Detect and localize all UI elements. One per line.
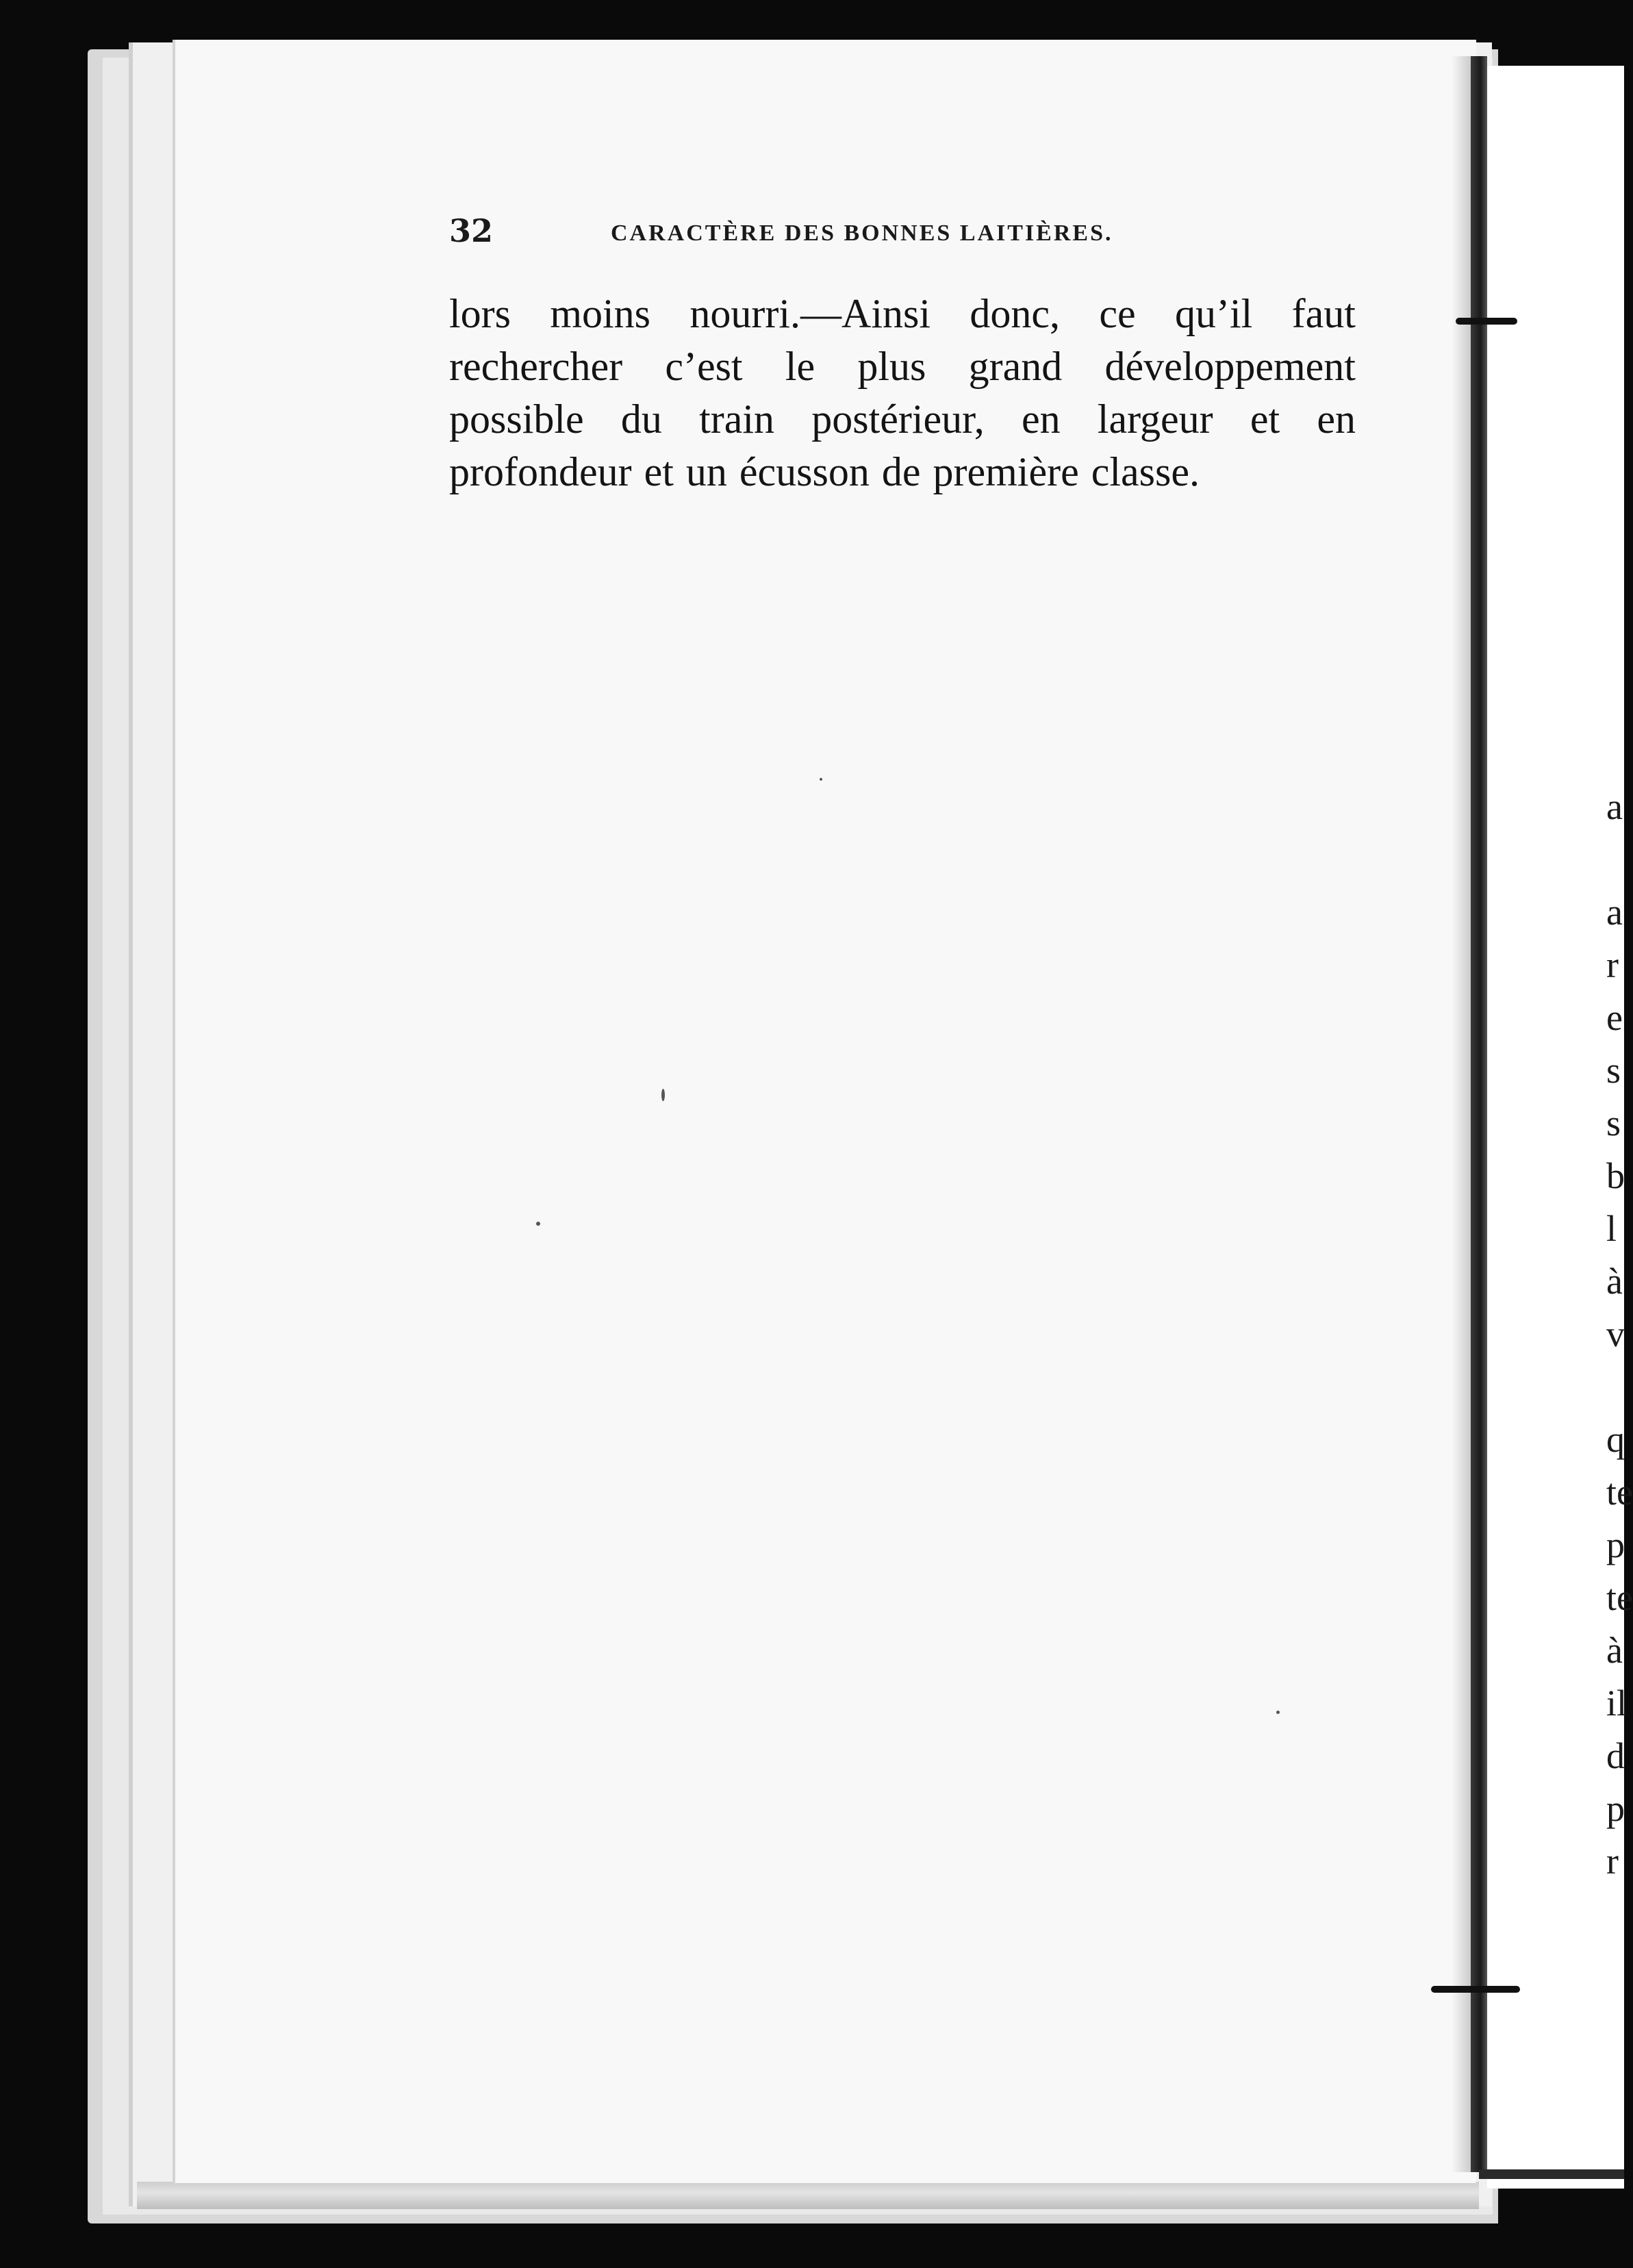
- word: et: [1250, 396, 1280, 442]
- word: écusson: [739, 449, 870, 494]
- facing-page-fragment: te: [1606, 1472, 1633, 1513]
- word: ce: [1099, 291, 1136, 336]
- word: possible: [449, 396, 584, 442]
- word: postérieur,: [811, 396, 985, 442]
- word: moins: [550, 291, 651, 336]
- page-bottom-edge: [137, 2182, 1479, 2209]
- binding-thread-top: [1456, 318, 1517, 325]
- facing-page-text-fragments: [1606, 781, 1633, 1888]
- word: faut: [1291, 291, 1356, 336]
- text-line: [449, 340, 1356, 393]
- word: lors: [449, 291, 511, 336]
- facing-page-fragment: [1606, 833, 1624, 886]
- word: donc,: [970, 291, 1061, 336]
- facing-page-fragment: il: [1606, 1683, 1628, 1724]
- facing-page-fragment: b: [1606, 1155, 1625, 1196]
- facing-page-fragment: d: [1606, 1735, 1625, 1776]
- word: et: [644, 449, 674, 494]
- facing-page-fragment: te: [1606, 1577, 1633, 1618]
- text-line: [449, 288, 1356, 340]
- facing-page-fragment: r: [1606, 944, 1619, 985]
- word: grand: [968, 344, 1063, 389]
- facing-page-fragment: e: [1606, 997, 1623, 1038]
- facing-page-fragment: v: [1606, 1313, 1625, 1354]
- word: en: [1021, 396, 1061, 442]
- word: c’est: [665, 344, 743, 389]
- facing-page-fragment: r: [1606, 1841, 1619, 1882]
- word: classe.: [1091, 449, 1200, 494]
- word: plus: [857, 344, 926, 389]
- word: qu’il: [1174, 291, 1253, 336]
- facing-page-fragment: à: [1606, 1261, 1623, 1302]
- word: nourri.—Ainsi: [689, 291, 931, 336]
- gutter-shadow: [1452, 56, 1471, 2172]
- facing-page-fragment: s: [1606, 1050, 1621, 1091]
- word: de: [881, 449, 921, 494]
- word: du: [620, 396, 662, 442]
- facing-page-fragment: [1606, 1361, 1624, 1413]
- word: un: [685, 449, 727, 494]
- binding-thread-bottom: [1431, 1986, 1520, 1993]
- word: profondeur: [449, 449, 632, 494]
- facing-page-fragment: p: [1606, 1788, 1625, 1829]
- word: développement: [1104, 344, 1356, 389]
- facing-page-fragment: l: [1606, 1208, 1617, 1249]
- facing-page-fragment: à: [1606, 1630, 1623, 1671]
- word: train: [699, 396, 775, 442]
- paper-speck: [661, 1089, 665, 1101]
- paper-speck: [536, 1222, 540, 1226]
- paper-speck: [1276, 1711, 1280, 1714]
- facing-page-fragment: s: [1606, 1102, 1621, 1144]
- word: largeur: [1097, 396, 1213, 442]
- facing-page-fragment: q: [1606, 1419, 1625, 1460]
- body-paragraph: [449, 288, 1356, 499]
- word: première: [933, 449, 1079, 494]
- word: en: [1317, 396, 1356, 442]
- page-number: 32: [449, 212, 494, 249]
- right-page-bottom-edge: [1479, 2169, 1624, 2179]
- book-spine: [1471, 56, 1487, 2172]
- facing-page-fragment: p: [1606, 1524, 1625, 1565]
- facing-page-fragment: a: [1606, 892, 1623, 933]
- word: rechercher: [449, 344, 623, 389]
- text-line: [449, 393, 1356, 446]
- text-line: [449, 446, 1356, 499]
- word: le: [785, 344, 815, 389]
- right-facing-page: [1487, 66, 1633, 2189]
- running-title: CARACTÈRE DES BONNES LAITIÈRES.: [611, 220, 1113, 246]
- running-head: [449, 212, 1202, 253]
- facing-page-fragment: a: [1606, 786, 1623, 827]
- paper-speck: [820, 778, 822, 781]
